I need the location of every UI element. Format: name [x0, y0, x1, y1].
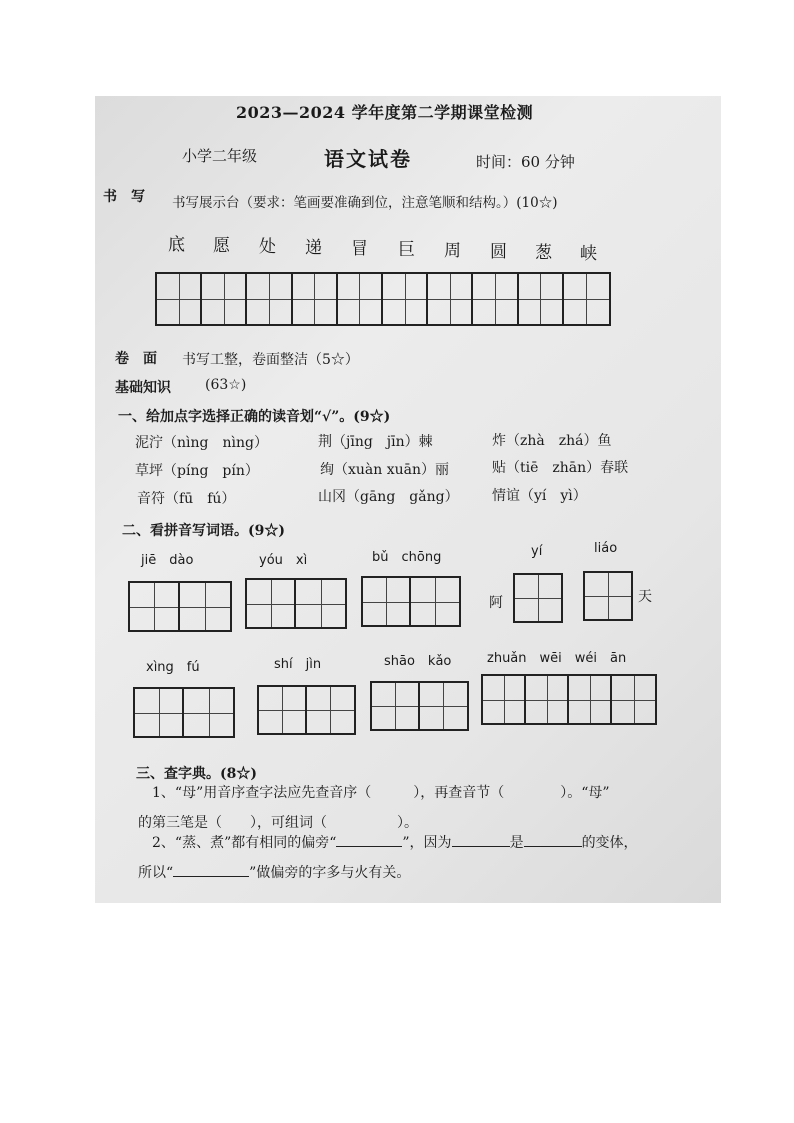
answer-grid[interactable]: [257, 685, 356, 735]
subject-label: 语文试卷: [324, 147, 412, 171]
answer-cell[interactable]: [130, 583, 180, 630]
answer-cell[interactable]: [247, 580, 296, 627]
answer-cell[interactable]: [363, 578, 411, 625]
writing-cell[interactable]: [157, 274, 202, 324]
word-suffix: 天: [638, 589, 652, 605]
q3-text: ”，因为: [402, 835, 452, 851]
pinyin-label: xìng fú: [146, 660, 200, 675]
answer-grid[interactable]: [245, 578, 347, 629]
writing-cell[interactable]: [202, 274, 247, 324]
q3-text: 的变体，: [581, 835, 638, 851]
pinyin-label: yí: [531, 544, 543, 559]
q2-title: 二、看拼音写词语。(9☆): [122, 523, 285, 539]
q3-text: 是: [509, 835, 524, 851]
q3-text: ”做偏旁的字多与火有关。: [249, 865, 411, 881]
writing-label: 书 写: [103, 189, 145, 205]
q3-title: 三、查字典。(8☆): [136, 766, 257, 782]
writing-cell[interactable]: [338, 274, 383, 324]
word-prefix: 阿: [489, 595, 503, 611]
answer-cell[interactable]: [420, 683, 468, 729]
answer-cell[interactable]: [259, 687, 307, 733]
pinyin-label: shāo kǎo: [384, 654, 452, 669]
answer-cell[interactable]: [526, 676, 569, 723]
answer-cell[interactable]: [307, 687, 355, 733]
q3-line: [152, 832, 638, 852]
q1-item[interactable]: 音符（fū fú）: [137, 491, 236, 507]
q1-item[interactable]: 泥泞（nìng nìng）: [135, 435, 268, 451]
pinyin-label: zhuǎn wēi wéi ān: [487, 651, 627, 666]
answer-grid[interactable]: [133, 687, 235, 738]
writing-cell[interactable]: [383, 274, 428, 324]
char-2: 愿: [213, 236, 230, 256]
char-7: 周: [444, 241, 461, 261]
answer-grid[interactable]: [583, 571, 633, 621]
answer-grid[interactable]: [128, 581, 232, 632]
writing-cell[interactable]: [293, 274, 338, 324]
writing-grid[interactable]: [155, 272, 611, 326]
q1-item[interactable]: 山冈（gāng gǎng）: [318, 489, 459, 505]
answer-grid[interactable]: [513, 573, 563, 623]
q1-item[interactable]: 草坪（píng pín）: [135, 463, 259, 479]
q1-item[interactable]: 情谊（yí yì）: [492, 488, 587, 504]
pinyin-label: bǔ chōng: [372, 550, 442, 565]
answer-cell[interactable]: [296, 580, 345, 627]
q1-title: 一、给加点字选择正确的读音划“√”。(9☆): [118, 409, 391, 425]
grade-label: 小学二年级: [182, 147, 258, 165]
answer-cell[interactable]: [135, 689, 184, 736]
answer-cell[interactable]: [184, 689, 233, 736]
writing-cell[interactable]: [247, 274, 292, 324]
char-1: 底: [168, 235, 185, 255]
answer-blank[interactable]: [452, 834, 510, 847]
q3-line: [138, 862, 410, 882]
answer-blank[interactable]: [173, 864, 249, 877]
char-3: 处: [259, 237, 276, 257]
basics-label: 基础知识: [115, 380, 171, 396]
writing-cell[interactable]: [473, 274, 518, 324]
char-10: 峡: [580, 244, 597, 264]
pinyin-label: jiē dào: [141, 553, 194, 568]
exam-title: 2023—2024 学年度第二学期课堂检测: [236, 103, 534, 122]
pinyin-label: shí jìn: [274, 657, 322, 672]
writing-cell[interactable]: [428, 274, 473, 324]
char-5: 冒: [351, 239, 368, 259]
char-9: 葱: [535, 243, 552, 263]
neatness-text: 书写工整，卷面整洁（5☆）: [182, 352, 359, 368]
char-6: 巨: [398, 240, 415, 260]
q3-line: 的第三笔是（ ），可组词（ ）。: [138, 815, 418, 831]
answer-cell[interactable]: [515, 575, 561, 621]
q1-item[interactable]: 炸（zhà zhá）鱼: [492, 433, 612, 449]
answer-cell[interactable]: [180, 583, 230, 630]
time-label: 时间：60 分钟: [476, 153, 575, 171]
answer-cell[interactable]: [372, 683, 420, 729]
answer-cell[interactable]: [569, 676, 612, 723]
answer-cell[interactable]: [483, 676, 526, 723]
basics-score: (63☆): [205, 377, 247, 393]
answer-grid[interactable]: [361, 576, 461, 627]
neatness-label: 卷 面: [115, 351, 157, 367]
answer-blank[interactable]: [336, 834, 402, 847]
q1-item[interactable]: 绚（xuàn xuān）丽: [320, 462, 450, 478]
q1-item[interactable]: 贴（tiē zhān）春联: [492, 460, 629, 476]
writing-cell[interactable]: [564, 274, 609, 324]
q3-text: 2、“蒸、煮”都有相同的偏旁“: [152, 835, 337, 851]
answer-grid[interactable]: [481, 674, 657, 725]
answer-cell[interactable]: [411, 578, 459, 625]
char-8: 圆: [490, 242, 507, 262]
answer-cell[interactable]: [612, 676, 655, 723]
answer-blank[interactable]: [524, 834, 582, 847]
pinyin-label: yóu xì: [259, 553, 308, 568]
answer-grid[interactable]: [370, 681, 469, 731]
writing-cell[interactable]: [519, 274, 564, 324]
q3-line: 1、“母”用音序查字法应先查音序（ ），再查音节（ ）。“母”: [152, 785, 610, 801]
writing-instruction: 书写展示台（要求：笔画要准确到位，注意笔顺和结构。）(10☆): [172, 195, 558, 211]
q1-item[interactable]: 荆（jīng jīn）棘: [318, 434, 433, 450]
answer-cell[interactable]: [585, 573, 631, 619]
pinyin-label: liáo: [594, 541, 618, 556]
q3-text: 所以“: [138, 865, 174, 881]
char-4: 递: [305, 238, 322, 258]
